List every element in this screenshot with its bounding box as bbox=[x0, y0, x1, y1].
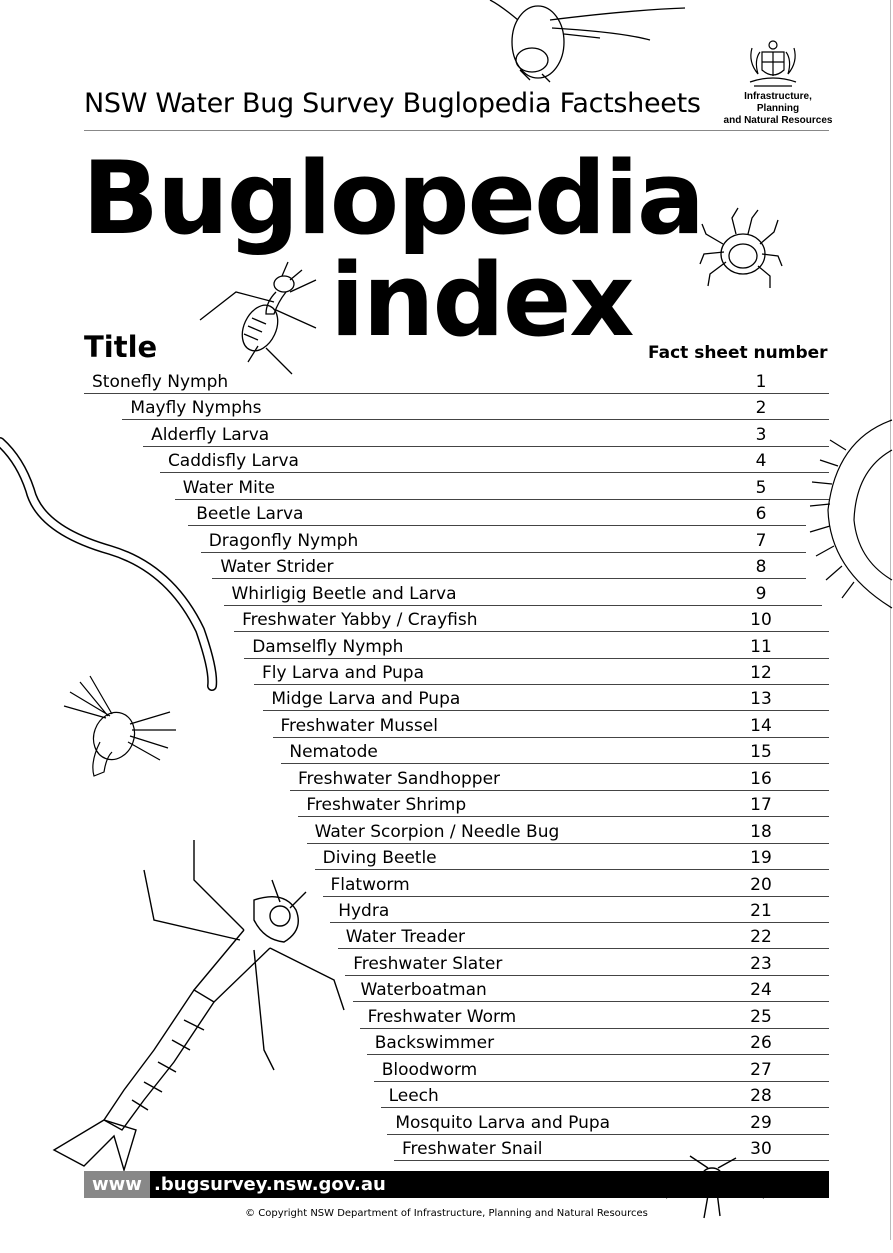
main-title-line-2: index bbox=[330, 241, 633, 359]
index-row bbox=[360, 1002, 829, 1029]
entry-fact-sheet-number: 29 bbox=[750, 1112, 772, 1133]
mite-drawing bbox=[698, 204, 784, 294]
entry-fact-sheet-number: 4 bbox=[755, 451, 767, 472]
crest-logo bbox=[742, 38, 804, 90]
index-row bbox=[175, 473, 829, 500]
entry-title: Nematode bbox=[289, 742, 378, 763]
entry-title: Freshwater Worm bbox=[367, 1006, 517, 1027]
entry-fact-sheet-number: 25 bbox=[750, 1006, 772, 1027]
index-row bbox=[315, 843, 829, 870]
entry-fact-sheet-number: 17 bbox=[750, 795, 772, 816]
index-row bbox=[84, 367, 829, 394]
entry-fact-sheet-number: 14 bbox=[750, 715, 772, 736]
index-row bbox=[323, 870, 829, 897]
entry-title: Freshwater Snail bbox=[402, 1139, 543, 1160]
entry-fact-sheet-number: 13 bbox=[750, 689, 772, 710]
entry-fact-sheet-number: 15 bbox=[750, 742, 772, 763]
footer-url-link[interactable]: .bugsurvey.nsw.gov.au bbox=[154, 1174, 386, 1195]
index-row bbox=[330, 896, 829, 923]
entry-title: Freshwater Shrimp bbox=[306, 795, 467, 816]
index-row bbox=[290, 764, 829, 791]
index-row bbox=[381, 1081, 829, 1108]
entry-title: Damselfly Nymph bbox=[252, 636, 404, 657]
entry-title: Freshwater Sandhopper bbox=[297, 768, 501, 789]
index-row bbox=[374, 1055, 829, 1082]
entry-fact-sheet-number: 21 bbox=[750, 901, 772, 921]
entry-fact-sheet-number: 24 bbox=[750, 980, 772, 1001]
index-row bbox=[387, 1108, 829, 1135]
index-row bbox=[143, 420, 829, 447]
entry-title: Flatworm bbox=[330, 874, 410, 895]
footer-www: www bbox=[84, 1171, 150, 1198]
entry-fact-sheet-number: 12 bbox=[750, 662, 772, 683]
page-edge bbox=[890, 0, 891, 1240]
index-row bbox=[338, 922, 829, 949]
index-row bbox=[281, 737, 829, 764]
index-row bbox=[298, 790, 829, 817]
index-row bbox=[224, 579, 822, 606]
main-title-line-1: Buglopedia bbox=[82, 139, 704, 257]
entry-title: Diving Beetle bbox=[322, 848, 437, 869]
entry-title: Water Scorpion / Needle Bug bbox=[314, 821, 560, 842]
entry-title: Bloodworm bbox=[381, 1059, 478, 1080]
entry-fact-sheet-number: 27 bbox=[750, 1059, 772, 1080]
entry-fact-sheet-number: 20 bbox=[750, 874, 772, 895]
entry-fact-sheet-number: 16 bbox=[750, 768, 772, 789]
entry-title: Backswimmer bbox=[374, 1033, 495, 1054]
agency-line-2: and Natural Resources bbox=[723, 115, 833, 126]
index-row bbox=[263, 684, 829, 711]
index-row bbox=[234, 605, 829, 632]
fly-drawing bbox=[480, 0, 700, 90]
entry-title: Midge Larva and Pupa bbox=[271, 689, 461, 710]
entry-fact-sheet-number: 19 bbox=[750, 848, 772, 869]
entry-title: Alderfly Larva bbox=[151, 424, 270, 445]
entry-fact-sheet-number: 23 bbox=[750, 953, 772, 974]
agency-name bbox=[722, 91, 834, 127]
entry-fact-sheet-number: 22 bbox=[750, 927, 772, 948]
index-row bbox=[345, 949, 829, 976]
index-row bbox=[254, 658, 829, 685]
entry-title: Waterboatman bbox=[360, 980, 487, 1001]
entry-title: Mayfly Nymphs bbox=[130, 398, 262, 419]
entry-title: Mosquito Larva and Pupa bbox=[395, 1112, 611, 1133]
entry-title: Water Mite bbox=[182, 477, 275, 498]
header-rule bbox=[84, 130, 829, 131]
entry-fact-sheet-number: 10 bbox=[750, 610, 772, 631]
entry-title: Dragonfly Nymph bbox=[208, 530, 359, 551]
entry-fact-sheet-number: 28 bbox=[750, 1086, 772, 1107]
entry-fact-sheet-number: 6 bbox=[755, 504, 767, 525]
entry-title: Water Strider bbox=[220, 557, 334, 578]
entry-title: Freshwater Yabby / Crayfish bbox=[242, 610, 478, 631]
entry-title: Freshwater Slater bbox=[353, 953, 503, 974]
entry-title: Leech bbox=[388, 1086, 439, 1107]
entry-fact-sheet-number: 18 bbox=[750, 821, 772, 842]
index-row bbox=[307, 817, 829, 844]
entry-fact-sheet-number: 3 bbox=[755, 424, 767, 445]
dragonfly-nymph-drawing bbox=[44, 830, 354, 1180]
entry-fact-sheet-number: 26 bbox=[750, 1033, 772, 1054]
index-row bbox=[160, 446, 829, 473]
entry-title: Freshwater Mussel bbox=[280, 715, 438, 736]
index-row bbox=[353, 975, 829, 1002]
footer-bar bbox=[84, 1171, 829, 1198]
entry-fact-sheet-number: 5 bbox=[755, 477, 767, 498]
index-row bbox=[212, 552, 806, 579]
entry-fact-sheet-number: 9 bbox=[755, 583, 767, 604]
index-row bbox=[188, 499, 806, 526]
agency-line-1: Infrastructure, Planning bbox=[744, 91, 812, 114]
entry-fact-sheet-number: 30 bbox=[750, 1139, 772, 1160]
header-title: NSW Water Bug Survey Buglopedia Factsheets bbox=[84, 88, 701, 119]
column-header-fact-sheet: Fact sheet number bbox=[648, 343, 828, 363]
entry-fact-sheet-number: 11 bbox=[750, 636, 772, 657]
entry-title: Whirligig Beetle and Larva bbox=[231, 583, 457, 604]
index-row bbox=[244, 632, 829, 659]
entry-fact-sheet-number: 8 bbox=[755, 557, 767, 578]
pupa-drawing bbox=[60, 672, 178, 784]
entry-fact-sheet-number: 2 bbox=[755, 398, 767, 419]
index-row bbox=[367, 1028, 829, 1055]
index-row bbox=[201, 526, 806, 553]
index-row bbox=[273, 711, 829, 738]
column-header-title: Title bbox=[84, 330, 158, 364]
entry-fact-sheet-number: 7 bbox=[755, 530, 767, 551]
nymph-drawing bbox=[196, 262, 326, 378]
index-row bbox=[122, 393, 829, 420]
entry-title: Stonefly Nymph bbox=[92, 372, 229, 392]
entry-title: Beetle Larva bbox=[196, 504, 304, 525]
copyright-notice: © Copyright NSW Department of Infrastructure, Planning and Natural Resources bbox=[245, 1208, 648, 1219]
entry-title: Hydra bbox=[338, 901, 390, 921]
entry-title: Fly Larva and Pupa bbox=[261, 662, 425, 683]
entry-title: Water Treader bbox=[345, 927, 466, 948]
entry-fact-sheet-number: 1 bbox=[755, 372, 767, 392]
entry-title: Caddisfly Larva bbox=[167, 451, 299, 472]
